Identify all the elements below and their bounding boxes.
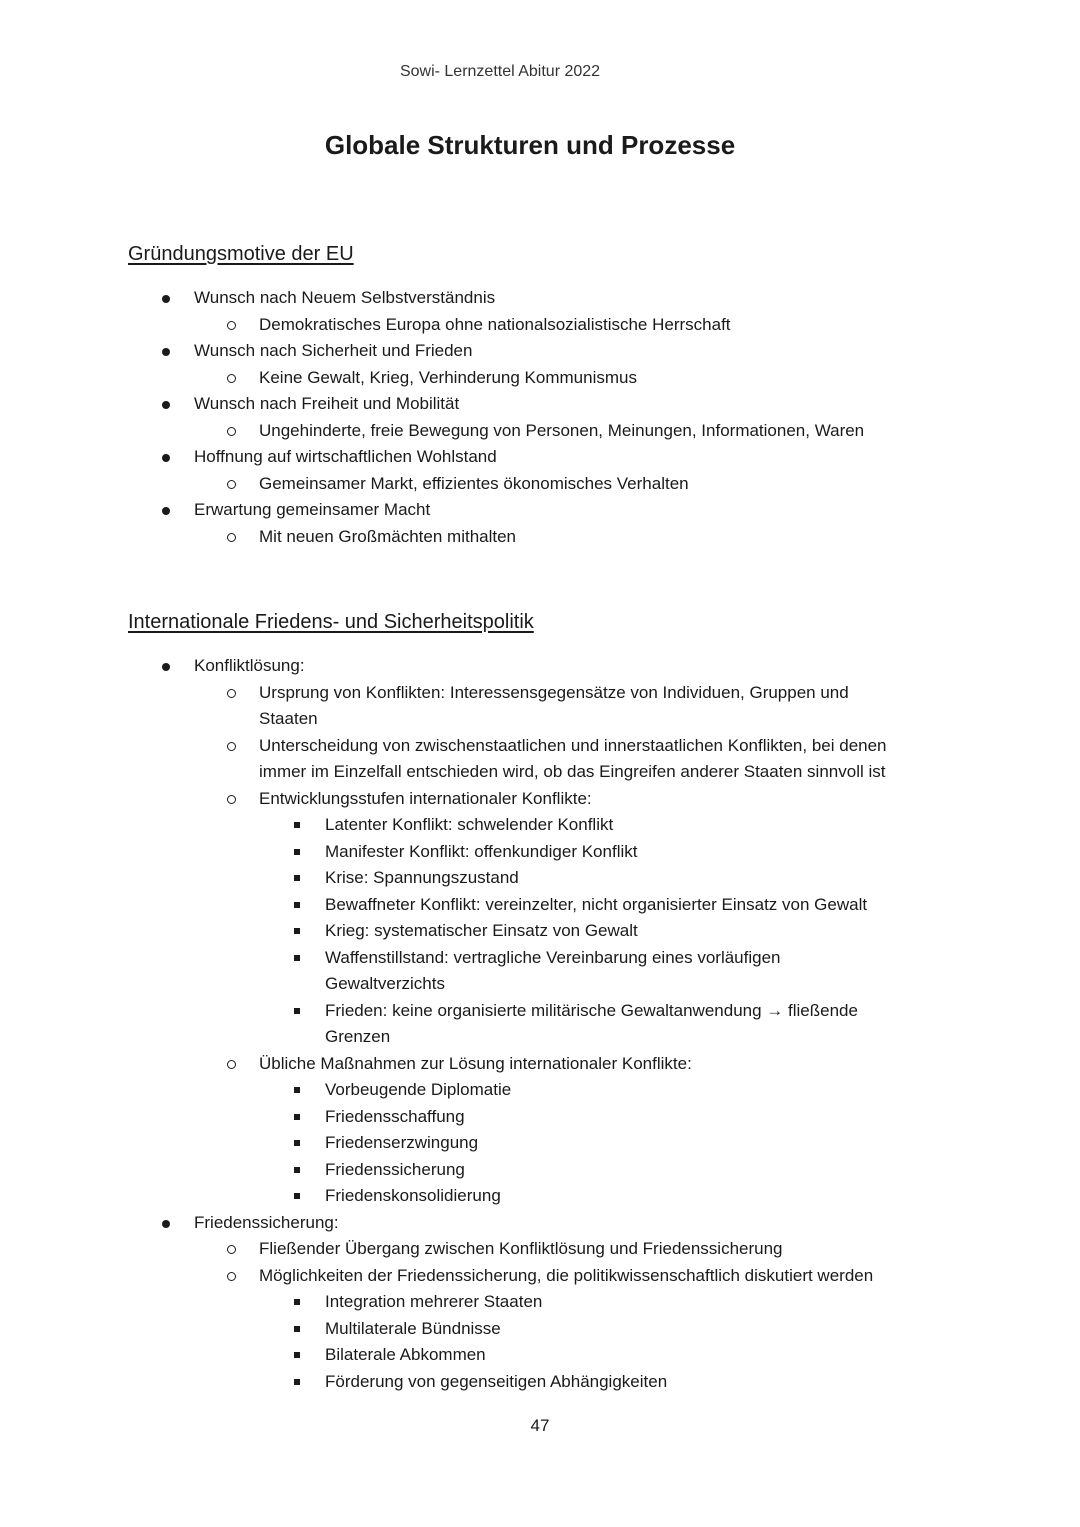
list-item	[0, 418, 1080, 445]
bullet-square-icon	[294, 1352, 300, 1358]
list-item	[0, 1236, 1080, 1263]
bullet-square-icon	[294, 928, 300, 934]
page-number: 47	[530, 1416, 550, 1435]
list-item-text: Mit neuen Großmächten mithalten	[259, 526, 517, 546]
bullet-square-icon	[294, 902, 300, 908]
bullet-circle-icon	[227, 321, 236, 330]
list-item	[0, 391, 1080, 418]
list-item	[0, 759, 1080, 786]
list-item-text: Grenzen	[325, 1027, 391, 1046]
list-item-text: Waffenstillstand: vertragliche Vereinbarung eines vorläufigen	[325, 947, 781, 967]
bullet-disc-icon	[162, 663, 170, 671]
list-item	[0, 1183, 1080, 1210]
list-item	[0, 680, 1080, 707]
list-item	[0, 706, 1080, 733]
list-item	[0, 524, 1080, 551]
bullet-square-icon	[294, 1379, 300, 1385]
bullet-square-icon	[294, 955, 300, 961]
bullet-circle-icon	[227, 374, 236, 383]
bullet-list-peace-security	[0, 653, 1080, 1395]
list-item-text: Fließender Übergang zwischen Konfliktlösung und Friedenssicherung	[259, 1239, 783, 1258]
list-item	[0, 653, 1080, 680]
section-heading-eu-motives: Gründungsmotive der EU	[128, 243, 354, 265]
list-item	[0, 865, 1080, 892]
bullet-disc-icon	[162, 507, 170, 515]
bullet-circle-icon	[227, 1272, 236, 1281]
list-item	[0, 338, 1080, 365]
list-item-text: Friedenssicherung:	[194, 1212, 339, 1232]
list-item	[0, 998, 1080, 1025]
bullet-circle-icon	[227, 795, 236, 804]
bullet-square-icon	[294, 849, 300, 855]
list-item	[0, 1210, 1080, 1237]
list-item	[0, 1157, 1080, 1184]
list-item-text: Ursprung von Konflikten: Interessensgegensätze von Individuen, Gruppen und	[259, 682, 849, 702]
bullet-square-icon	[294, 1326, 300, 1332]
list-item-text: Wunsch nach Sicherheit und Frieden	[194, 341, 473, 360]
list-item-text: immer im Einzelfall entschieden wird, ob das Eingreifen anderer Staaten sinnvoll ist	[259, 762, 886, 781]
list-item-text: Konfliktlösung:	[194, 656, 305, 675]
list-item	[0, 1051, 1080, 1078]
section-heading-peace-security: Internationale Friedens- und Sicherheitspolitik	[128, 611, 534, 633]
list-item-text: Übliche Maßnahmen zur Lösung internationaler Konflikte:	[259, 1053, 692, 1073]
list-item	[0, 733, 1080, 760]
list-item-text: Wunsch nach Freiheit und Mobilität	[194, 394, 460, 413]
list-item	[0, 945, 1080, 972]
list-item-text: Krise: Spannungszustand	[325, 868, 519, 887]
list-item-text: Staaten	[259, 709, 318, 728]
list-item	[0, 312, 1080, 339]
list-item	[0, 365, 1080, 392]
bullet-disc-icon	[162, 454, 170, 462]
bullet-square-icon	[294, 1087, 300, 1093]
list-item-text: Friedensschaffung	[325, 1106, 465, 1126]
bullet-square-icon	[294, 1114, 300, 1120]
bullet-square-icon	[294, 875, 300, 881]
list-item-text: Wunsch nach Neuem Selbstverständnis	[194, 288, 496, 307]
list-item-text: Integration mehrerer Staaten	[325, 1292, 543, 1311]
bullet-disc-icon	[162, 348, 170, 356]
bullet-circle-icon	[227, 427, 236, 436]
bullet-square-icon	[294, 1167, 300, 1173]
list-item	[0, 1130, 1080, 1157]
page-header: Sowi- Lernzettel Abitur 2022	[399, 63, 601, 80]
list-item	[0, 1104, 1080, 1131]
bullet-circle-icon	[227, 689, 236, 698]
list-item	[0, 1263, 1080, 1290]
bullet-square-icon	[294, 1193, 300, 1199]
bullet-list-eu-motives	[0, 285, 1080, 550]
list-item	[0, 892, 1080, 919]
list-item	[0, 918, 1080, 945]
list-item	[0, 1342, 1080, 1369]
list-item	[0, 444, 1080, 471]
bullet-square-icon	[294, 1008, 300, 1014]
bullet-disc-icon	[162, 295, 170, 303]
list-item-text: Hoffnung auf wirtschaftlichen Wohlstand	[194, 447, 497, 466]
list-item-text: Friedenskonsolidierung	[325, 1186, 501, 1205]
list-item	[0, 285, 1080, 312]
list-item-text: Gewaltverzichts	[325, 974, 445, 993]
list-item	[0, 497, 1080, 524]
list-item-text: Unterscheidung von zwischenstaatlichen und innerstaatlichen Konflikten, bei denen	[259, 735, 887, 755]
list-item-text: Demokratisches Europa ohne nationalsozialistische Herrschaft	[259, 314, 731, 334]
list-item	[0, 1024, 1080, 1051]
list-item-text: Krieg: systematischer Einsatz von Gewalt	[325, 921, 638, 940]
list-item-text: Entwicklungsstufen internationaler Konflikte:	[259, 788, 592, 808]
list-item-text: Möglichkeiten der Friedenssicherung, die politikwissenschaftlich diskutiert werden	[259, 1265, 874, 1285]
list-item	[0, 1289, 1080, 1316]
list-item-text: Keine Gewalt, Krieg, Verhinderung Kommunismus	[259, 367, 637, 387]
list-item	[0, 839, 1080, 866]
bullet-circle-icon	[227, 742, 236, 751]
page-title: Globale Strukturen und Prozesse	[324, 130, 736, 160]
list-item	[0, 1316, 1080, 1343]
list-item-text: Bilaterale Abkommen	[325, 1345, 486, 1364]
bullet-square-icon	[294, 1140, 300, 1146]
list-item	[0, 786, 1080, 813]
list-item-text: Ungehinderte, freie Bewegung von Personen, Meinungen, Informationen, Waren	[259, 420, 865, 440]
list-item-text: Bewaffneter Konflikt: vereinzelter, nicht organisierter Einsatz von Gewalt	[325, 894, 868, 914]
bullet-disc-icon	[162, 1220, 170, 1228]
list-item-text: Friedenserzwingung	[325, 1133, 479, 1152]
list-item-text: Förderung von gegenseitigen Abhängigkeiten	[325, 1371, 668, 1391]
list-item-text: Multilaterale Bündnisse	[325, 1318, 501, 1338]
bullet-circle-icon	[227, 533, 236, 542]
list-item-text: Frieden: keine organisierte militärische Gewaltanwendung → fließende	[325, 1000, 858, 1020]
list-item-text: Friedenssicherung	[325, 1159, 465, 1179]
list-item-text: Gemeinsamer Markt, effizientes ökonomisches Verhalten	[259, 473, 689, 493]
bullet-disc-icon	[162, 401, 170, 409]
bullet-circle-icon	[227, 480, 236, 489]
list-item	[0, 471, 1080, 498]
bullet-circle-icon	[227, 1245, 236, 1254]
list-item	[0, 1369, 1080, 1396]
list-item-text: Latenter Konflikt: schwelender Konflikt	[325, 815, 614, 834]
list-item-text: Erwartung gemeinsamer Macht	[194, 500, 431, 519]
list-item	[0, 812, 1080, 839]
list-item	[0, 971, 1080, 998]
list-item-text: Vorbeugende Diplomatie	[325, 1080, 512, 1099]
bullet-square-icon	[294, 822, 300, 828]
list-item	[0, 1077, 1080, 1104]
bullet-square-icon	[294, 1299, 300, 1305]
bullet-circle-icon	[227, 1060, 236, 1069]
list-item-text: Manifester Konflikt: offenkundiger Konflikt	[325, 841, 638, 861]
